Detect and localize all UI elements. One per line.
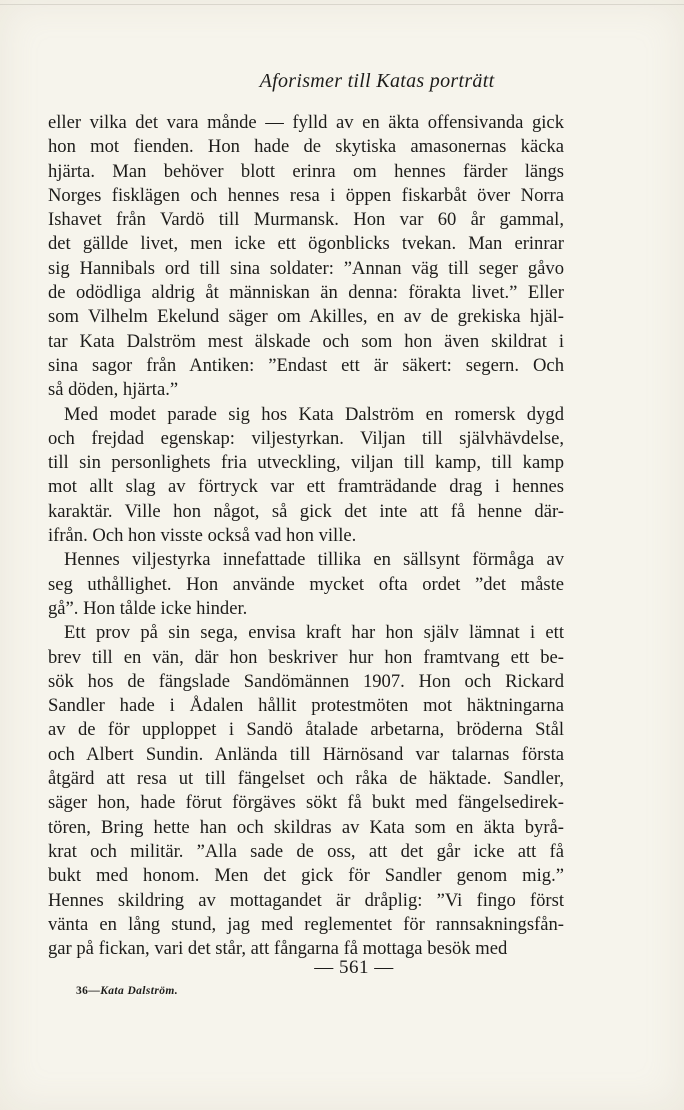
text-line: och Albert Sundin. Anlända till Härnösand var talarnas första — [48, 743, 564, 765]
text-line: och frejdad egenskap: viljestyrkan. Viljan till självhävdelse, — [48, 427, 564, 449]
printer-signature-mark — [76, 985, 178, 997]
running-head-text: Aforismer till Katas porträtt — [259, 70, 495, 92]
text-line: ifrån. Och hon visste också vad hon ville. — [48, 525, 357, 547]
text-line: gar på fickan, vari det står, att fångarna få mottaga besök med — [48, 938, 508, 960]
text-line: åtgärd att resa ut till fängelset och råka de häktade. Sandler, — [48, 768, 564, 790]
text-line: vänta en lång stund, jag med reglementet för rannsakningsfån- — [48, 913, 564, 935]
paragraph — [48, 111, 564, 403]
text-line: till sin personlighets fria utveckling, viljan till kamp, till kamp — [48, 452, 564, 474]
text-line: Hennes skildring av mottagandet är dråplig: ”Vi fingo först — [48, 889, 564, 911]
text-line: sina sagor från Antiken: ”Endast ett är säkert: segern. Och — [48, 354, 564, 376]
body-text — [48, 111, 564, 961]
text-line: av de för upploppet i Sandö åtalade arbetarna, bröderna Stål — [48, 719, 564, 741]
paragraph — [48, 621, 564, 961]
text-line: som Vilhelm Ekelund säger om Akilles, en av de grekiska hjäl- — [48, 306, 564, 328]
text-line: eller vilka det vara månde — fylld av en äkta offensivanda gick — [48, 112, 564, 133]
text-line: Med modet parade sig hos Kata Dalström en romersk dygd — [64, 403, 564, 425]
text-line: karaktär. Ville hon något, så gick det inte att få henne där- — [48, 500, 564, 522]
text-line: Hennes viljestyrka innefattade tillika en sällsynt förmåga av — [64, 549, 564, 571]
paragraph — [48, 403, 564, 549]
signature-text: —Kata Dalström. — [88, 985, 179, 997]
text-line: sök hos de fängslade Sandömännen 1907. Hon och Rickard — [48, 670, 564, 692]
text-line: hon mot fienden. Hon hade de skytiska amasonernas käcka — [48, 136, 564, 158]
paragraph — [48, 548, 564, 621]
text-line: Ett prov på sin sega, envisa kraft har hon själv lämnat i ett — [64, 622, 564, 644]
text-line: Sandler hade i Ådalen hållit protestmöten mot häktningarna — [48, 695, 564, 717]
text-line: Norges fisklägen och hennes resa i öppen fiskarbåt över Norra — [48, 184, 564, 206]
text-line: tar Kata Dalström mest älskade och som hon även skildrat i — [48, 330, 564, 352]
text-line: hjärta. Man behöver blott erinra om hennes färder längs — [48, 160, 564, 182]
text-line: brev till en vän, där hon beskriver hur hon framtvang ett be- — [48, 646, 564, 668]
text-line: Ishavet från Vardö till Murmansk. Hon var 60 år gammal, — [48, 209, 564, 231]
text-line: mot allt slag av förtryck var ett framträdande drag i hennes — [48, 476, 564, 498]
text-line: de odödliga aldrig åt människan än denna: förakta livet.” Eller — [48, 282, 564, 304]
text-line: tören, Bring hette han och skildras av Kata som en äkta byrå- — [48, 816, 564, 838]
signature-number: 36 — [76, 985, 89, 997]
text-line: så döden, hjärta.” — [48, 379, 179, 401]
text-line: krat och militär. ”Alla sade de oss, att det går icke att få — [48, 840, 564, 862]
text-line: det gällde livet, men icke ett ögonblicks tvekan. Man erinrar — [48, 233, 564, 255]
text-line: gå”. Hon tålde icke hinder. — [48, 597, 248, 619]
text-line: sig Hannibals ord till sina soldater: ”Annan väg till seger gåvo — [48, 257, 564, 279]
top-rule — [0, 4, 684, 5]
text-line: seg uthållighet. Hon använde mycket ofta ordet ”det måste — [48, 573, 564, 595]
page-number-text: — 561 — — [314, 957, 394, 978]
running-head — [0, 70, 684, 93]
text-line: säger hon, hade förut förgäves sökt få bukt med fängelsedirek- — [48, 792, 564, 814]
page-number — [0, 957, 684, 979]
text-line: bukt med honom. Men det gick för Sandler genom mig.” — [48, 865, 564, 887]
